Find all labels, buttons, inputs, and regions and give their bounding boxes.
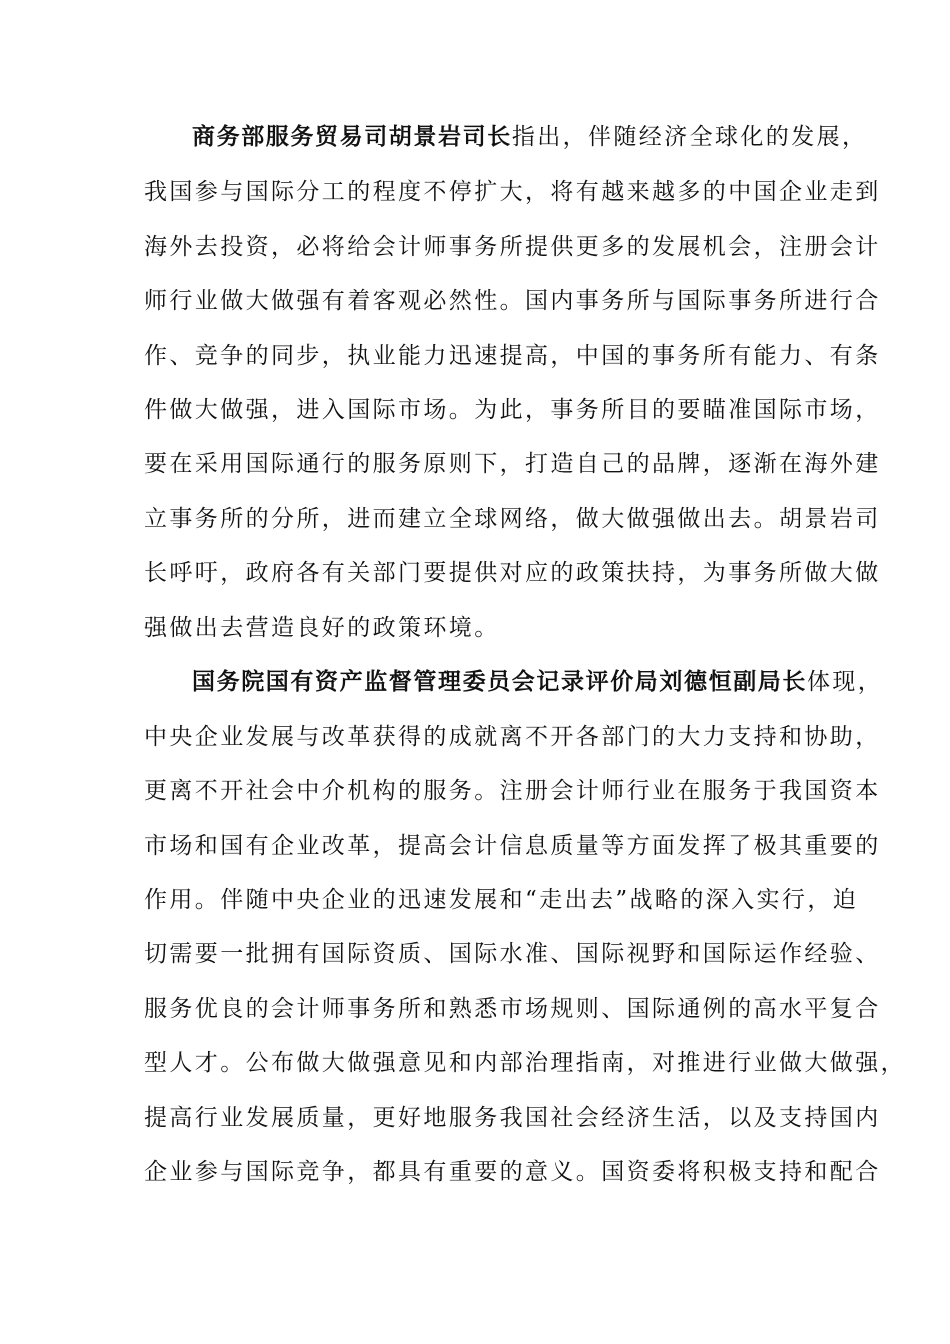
paragraph-1-line-10: 强做出去营造良好的政策环境。 xyxy=(144,615,500,641)
paragraph-1-line-3: 海外去投资，必将给会计师事务所提供更多的发展机会，注册会计 xyxy=(144,234,881,260)
paragraph-1-speaker: 商务部服务贸易司胡景岩司长 xyxy=(192,123,512,150)
paragraph-1-line-5: 作、竞争的同步，执业能力迅速提高，中国的事务所有能力、有条 xyxy=(144,343,881,369)
paragraph-1-line-4: 师行业做大做强有着客观必然性。国内事务所与国际事务所进行合 xyxy=(144,288,881,314)
paragraph-2-line-1: 体现， xyxy=(807,669,884,695)
paragraph-2-line-3: 更离不开社会中介机构的服务。注册会计师行业在服务于我国资本 xyxy=(144,778,881,804)
paragraph-1-line-7: 要在采用国际通行的服务原则下，打造自己的品牌，逐渐在海外建 xyxy=(144,451,881,477)
paragraph-1-line-2: 我国参与国际分工的程度不停扩大，将有越来越多的中国企业走到 xyxy=(144,179,881,205)
paragraph-2-line-6: 切需要一批拥有国际资质、国际水准、国际视野和国际运作经验、 xyxy=(144,941,881,967)
paragraph-1-first-line xyxy=(192,122,872,152)
paragraph-2-line-5: 作用。伴随中央企业的迅速发展和“走出去”战略的深入实行，迫 xyxy=(144,887,859,913)
paragraph-1-line-1: 指出，伴随经济全球化的发展， xyxy=(511,124,868,150)
paragraph-1-line-8: 立事务所的分所，进而建立全球网络，做大做强做出去。胡景岩司 xyxy=(144,506,881,532)
paragraph-2-line-7: 服务优良的会计师事务所和熟悉市场规则、国际通例的高水平复合 xyxy=(144,996,881,1022)
paragraph-2-line-2: 中央企业发展与改革获得的成就离不开各部门的大力支持和协助， xyxy=(144,724,881,750)
paragraph-2-line-9: 提高行业发展质量，更好地服务我国社会经济生活，以及支持国内 xyxy=(144,1105,881,1131)
paragraph-1-line-9: 长呼吁，政府各有关部门要提供对应的政策扶持，为事务所做大做 xyxy=(144,560,881,586)
paragraph-2-line-4: 市场和国有企业改革，提高会计信息质量等方面发挥了极其重要的 xyxy=(144,833,881,859)
paragraph-2-speaker: 国务院国有资产监督管理委员会记录评价局刘德恒副局长 xyxy=(192,668,807,695)
paragraph-2-first-line xyxy=(192,667,884,697)
paragraph-2-line-8: 型人才。公布做大做强意见和内部治理指南，对推进行业做大做强， xyxy=(144,1050,906,1076)
paragraph-2-line-10: 企业参与国际竞争，都具有重要的意义。国资委将积极支持和配合 xyxy=(144,1159,881,1185)
paragraph-1-line-6: 件做大做强，进入国际市场。为此，事务所目的要瞄准国际市场， xyxy=(144,397,881,423)
